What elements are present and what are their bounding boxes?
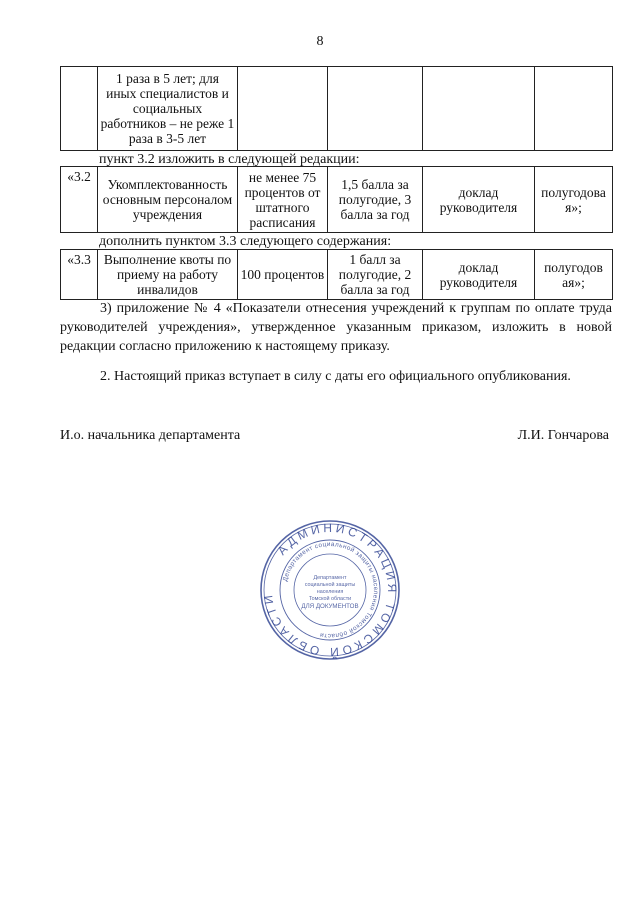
table-criterion-3-3: [60, 249, 613, 300]
official-seal-icon: [258, 518, 402, 662]
signatory-position: И.о. начальника департамента: [60, 428, 241, 443]
table-cell: 1 балл за полугодие, 2 балла за год: [328, 250, 423, 300]
svg-text:ДЛЯ ДОКУМЕНТОВ: ДЛЯ ДОКУМЕНТОВ: [301, 603, 359, 610]
table-cell: [423, 67, 535, 151]
table-cell: Укомплектованность основным персоналом учреждения: [98, 167, 238, 233]
table-cell: полугодова я»;: [535, 167, 613, 233]
table-cell: 1,5 балла за полугодие, 3 балла за год: [328, 167, 423, 233]
table-row: [61, 67, 613, 151]
svg-text:социальной защиты: социальной защиты: [304, 582, 356, 588]
table-cell: 1 раза в 5 лет; для иных специалистов и социальных работников – не реже 1 раза в 3-5 лет: [98, 67, 238, 151]
table-row: [61, 167, 613, 233]
instruction-3-2: пункт 3.2 изложить в следующей редакции:: [99, 152, 360, 167]
svg-text:Департамент социальной защиты: Департамент социальной защиты населения Томской области: [281, 540, 380, 640]
svg-text:Департамент: Департамент: [313, 575, 347, 581]
table-cell: [328, 67, 423, 151]
table-cell: доклад руководителя: [423, 167, 535, 233]
table-cell: «3.2: [61, 167, 98, 233]
table-cell: [238, 67, 328, 151]
table-criterion-3-2: [60, 166, 613, 233]
table-cell: полугодов ая»;: [535, 250, 613, 300]
table-cell: Выполнение квоты по приему на работу инвалидов: [98, 250, 238, 300]
page-number: 8: [316, 34, 324, 49]
table-criteria-continued: [60, 66, 613, 151]
instruction-3-3: дополнить пунктом 3.3 следующего содержания:: [99, 234, 392, 249]
table-cell: [535, 67, 613, 151]
svg-text:АДМИНИСТРАЦИЯ ТОМСКОЙ ОБЛАСТИ: АДМИНИСТРАЦИЯ ТОМСКОЙ ОБЛАСТИ: [260, 520, 400, 660]
table-cell: 100 процентов: [238, 250, 328, 300]
svg-text:Томской области: Томской области: [308, 596, 352, 602]
table-cell: [61, 67, 98, 151]
paragraph-item-2: 2. Настоящий приказ вступает в силу с даты его официального опубликования.: [100, 369, 571, 384]
table-row: [61, 250, 613, 300]
paragraph-item-3: 3) приложение № 4 «Показатели отнесения учреждений к группам по оплате труда руководителей учреждения», утвержденное указанным приказом, изложить в новой редакции согласно приложению к настоящему приказу.: [60, 301, 612, 354]
signatory-name: Л.И. Гончарова: [517, 428, 609, 443]
svg-text:населения: населения: [316, 589, 344, 595]
table-cell: не менее 75 процентов от штатного расписания: [238, 167, 328, 233]
table-cell: доклад руководителя: [423, 250, 535, 300]
table-cell: «3.3: [61, 250, 98, 300]
